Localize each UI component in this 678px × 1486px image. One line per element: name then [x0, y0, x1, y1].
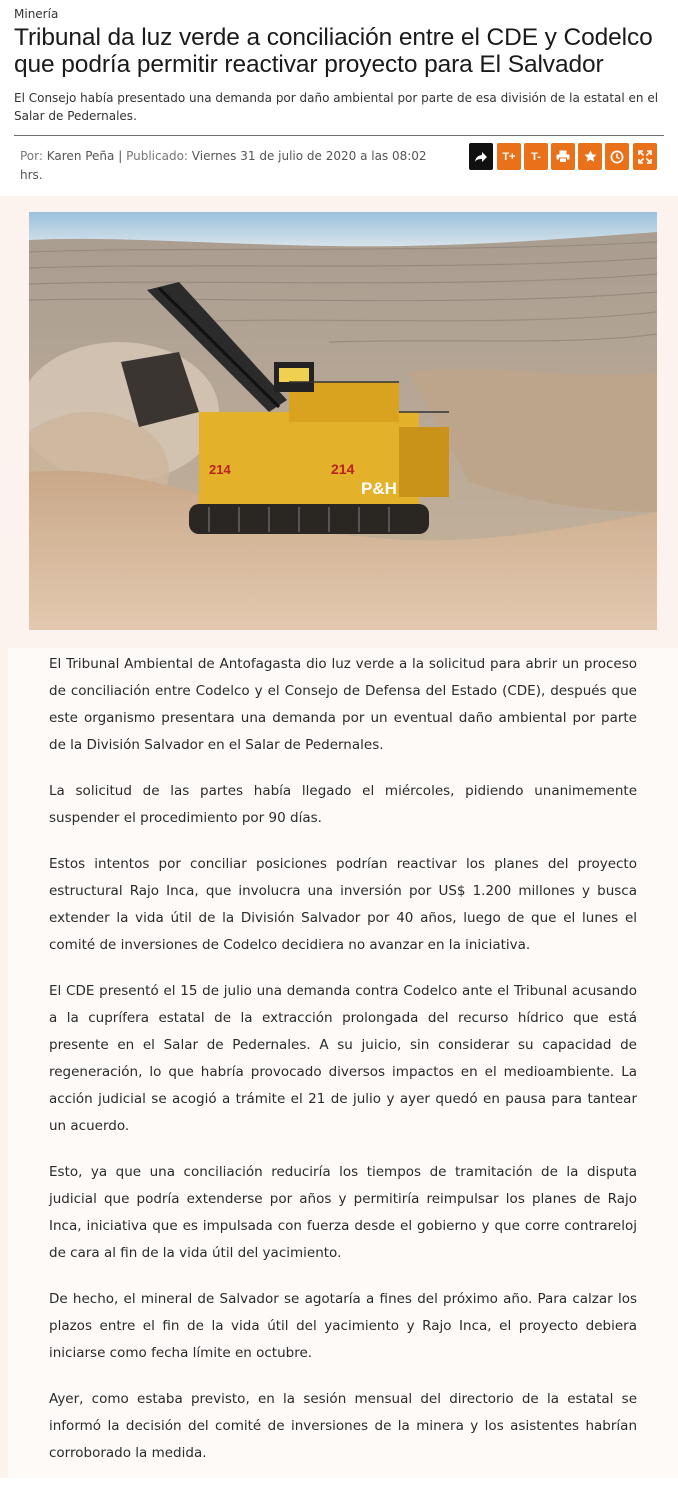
share-button[interactable]	[469, 143, 493, 170]
article-body	[49, 651, 637, 1486]
truck-number-left: 214	[209, 462, 231, 477]
byline	[20, 147, 440, 185]
article-title: Tribunal da luz verde a conciliación entre el CDE y Codelco que podría permitir reactivar proyecto para El Salvador	[14, 24, 653, 78]
paragraph: La solicitud de las partes había llegado el miércoles, pidiendo unanimemente suspender el procedimiento por 90 días.	[49, 783, 637, 826]
clock-icon	[610, 150, 624, 164]
printer-icon	[556, 150, 570, 163]
category-label[interactable]: Minería	[14, 7, 59, 21]
favorite-button[interactable]	[578, 143, 602, 170]
article-photo	[29, 212, 657, 630]
increase-font-button[interactable]: T+	[497, 143, 521, 170]
paragraph: El CDE presentó el 15 de julio una demanda contra Codelco ante el Tribunal acusando a la cuprífera estatal de la extracción prolongada del recurso hídrico que está presente en el Salar de Pedernales. A su juicio, sin considerar su capacidad de regeneración, lo que habría provocado diversos impactos en el medioambiente. La acción judicial se acogió a trámite el 21 de julio y ayer quedó en pausa para tantear un acuerdo.	[49, 983, 637, 1134]
published-date: Viernes 31 de julio de 2020 a las 08:02 hrs.	[20, 149, 427, 182]
paragraph: Ayer, como estaba previsto, en la sesión mensual del directorio de la estatal se informó la decisión del comité de inversiones de la minera y los asistentes habrían corroborado la medida.	[49, 1391, 637, 1461]
truck-brand: P&H	[361, 479, 397, 498]
author-label: Por:	[20, 149, 43, 163]
paragraph: Esto, ya que una conciliación reduciría los tiempos de tramitación de la disputa judicial que podría extenderse por años y permitiría reimpulsar los planes de Rajo Inca, iniciativa que es impulsada con fuerza desde el gobierno y que corre contrareloj de cara al fin de la vida útil del yacimiento.	[49, 1164, 637, 1261]
header-divider	[14, 135, 664, 136]
byline-separator: |	[118, 149, 123, 163]
paragraph: De hecho, el mineral de Salvador se agotaría a fines del próximo año. Para calzar los plazos entre el fin de la vida útil del yacimiento y Rajo Inca, el proyecto debiera iniciarse como fecha límite en octubre.	[49, 1291, 637, 1361]
star-icon	[584, 150, 597, 163]
clock-button[interactable]	[605, 143, 629, 170]
paragraph: El Tribunal Ambiental de Antofagasta dio luz verde a la solicitud para abrir un proceso de conciliación entre Codelco y el Consejo de Defensa del Estado (CDE), después que este organismo presentara una demanda por un eventual daño ambiental por parte de la División Salvador en el Salar de Pedernales.	[49, 656, 637, 753]
paragraph: Estos intentos por conciliar posiciones podrían reactivar los planes del proyecto estructural Rajo Inca, que involucra una inversión por US$ 1.200 millones y busca extender la vida útil de la División Salvador por 40 años, luego de que el lunes el comité de inversiones de Codelco decidiera no avanzar en la iniciativa.	[49, 856, 637, 953]
share-arrow-icon	[474, 151, 488, 163]
fullscreen-icon	[638, 150, 652, 164]
print-button[interactable]	[551, 143, 575, 170]
published-label: Publicado:	[126, 149, 188, 163]
author-name: Karen Peña	[46, 149, 115, 163]
fullscreen-button[interactable]	[633, 143, 657, 170]
decrease-font-button[interactable]: T-	[524, 143, 548, 170]
truck-number-right: 214	[331, 461, 355, 477]
article-summary: El Consejo había presentado una demanda por daño ambiental por parte de esa división de la estatal en el Salar de Pedernales.	[14, 91, 659, 123]
